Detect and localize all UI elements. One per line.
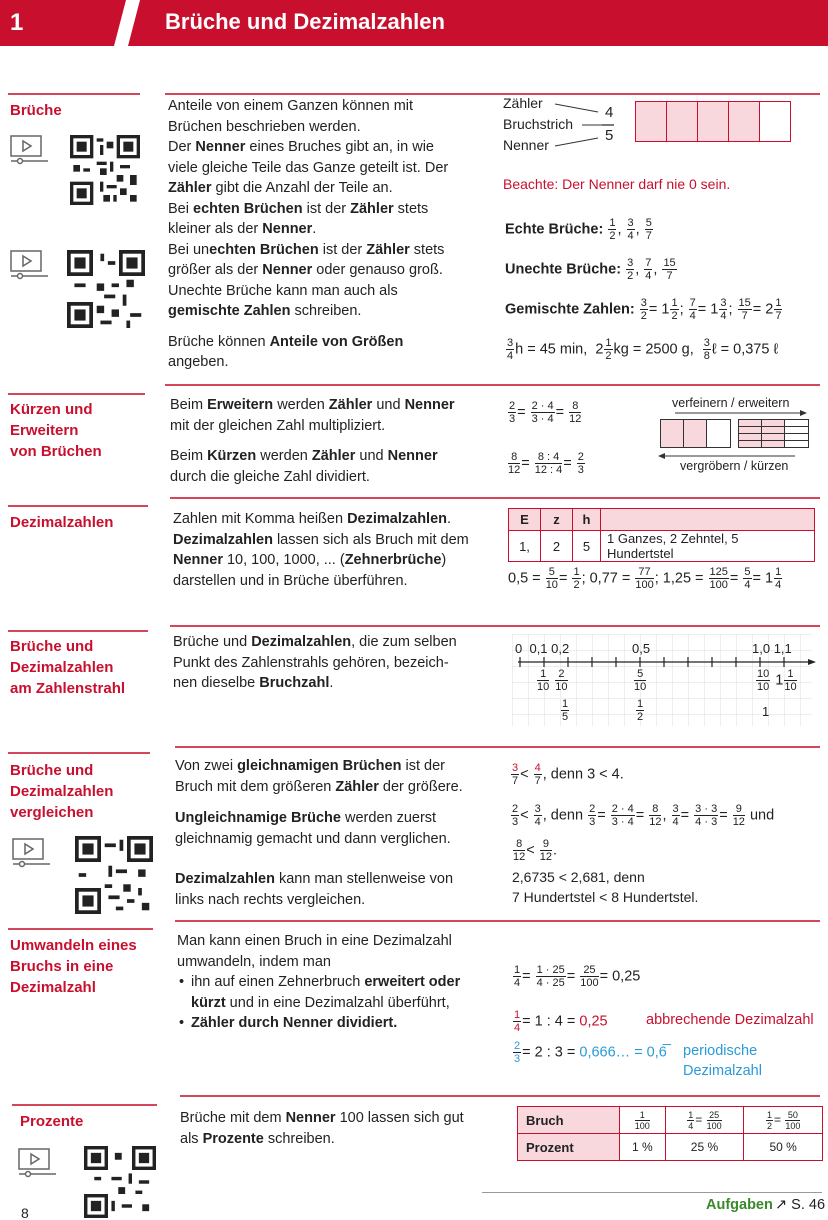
refine-coarsen-diagram: [655, 410, 815, 462]
label-verfeinern: verfeinern / erweitern: [672, 396, 790, 410]
label-periodisch: periodische: [683, 1043, 758, 1059]
page-title: Brüche und Dezimalzahlen: [165, 9, 445, 34]
section-text: Beim Erweitern werden Zähler und Nenner mit der gleichen Zahl multipliziert. Beim Kürzen werden Zähler und Nenner durch die gleiche Zahl dividiert.: [170, 397, 455, 485]
section-title: Brüche: [10, 102, 62, 119]
video-icon[interactable]: [10, 135, 50, 165]
section-title: Umwandeln eines Bruchs in eine Dezimalzahl: [10, 937, 137, 996]
tick-fractions: $\frac{10}{10}$ 1 $\frac{1}{10}$: [757, 668, 797, 693]
section-title: Prozente: [20, 1113, 84, 1130]
convert-by-expanding: $\frac{1}{4}$ = $\frac{1 \cdot 25}{4 \cdot 25}$ = $\frac{25}{100}$ = 0,25: [514, 964, 641, 989]
section-text: Man kann einen Bruch in eine Dezimalzahl umwandeln, indem man • ihn auf einen Zehnerbruch erweitert oder kürzt und in eine Dezimalzahl überführt, • Zähler durch Nenner dividiert.: [177, 933, 461, 1031]
echte-brueche: Echte Brüche: $\frac{1}{2}$ , $\frac{3}{4}$ , $\frac{5}{7}$: [505, 217, 652, 242]
video-icon[interactable]: [12, 838, 52, 868]
note-nenner: Beachte: Der Nenner darf nie 0 sein.: [503, 176, 731, 192]
qr-code-icon[interactable]: [75, 836, 153, 914]
fraction-bar-diagram: [635, 101, 793, 142]
aufgaben-page-ref[interactable]: ↗ S. 46: [775, 1197, 826, 1213]
label-zaehler: Zähler: [503, 95, 543, 111]
unechte-brueche: Unechte Brüche: $\frac{3}{2}$ , $\frac{7}{4}$ , $\frac{15}{7}$: [505, 257, 676, 282]
label-nenner: Nenner: [503, 137, 549, 153]
section-text: Brüche mit dem Nenner 100 lassen sich gut als Prozente schreiben.: [180, 1110, 464, 1147]
tick-fraction: $\frac{1}{2}$: [637, 698, 644, 723]
convert-periodic: $\frac{2}{3}$ = 2 : 3 = 0,666… = 0,6̅: [514, 1040, 667, 1065]
decimal-compare: 2,6735 < 2,681, denn: [512, 869, 645, 885]
anteile-groessen-example: $\frac{3}{4}$ h = 45 min, 2 $\frac{1}{2}$ kg = 2500 g, $\frac{3}{8}$ ℓ = 0,375 ℓ: [507, 337, 779, 362]
tick-label: 0,5: [632, 641, 651, 656]
compare-result: $\frac{8}{12}$ < $\frac{9}{12}$ .: [513, 838, 558, 863]
decimal-to-fraction-examples: 0,5 = $\frac{5}{10}$ = $\frac{1}{2}$ ; 0,77 = $\frac{77}{100}$ ; 1,25 = $\frac{125}{100}$ = $\frac{5}{4}$ = 1 $\frac{1}{4}$: [508, 566, 782, 591]
label-vergroebern: vergröbern / kürzen: [680, 459, 789, 473]
tick-fraction: $\frac{5}{10}$: [634, 668, 647, 693]
qr-code-icon[interactable]: [84, 1146, 156, 1218]
fraction-denominator: 5: [605, 127, 614, 144]
label-dezimalzahl: Dezimalzahl: [683, 1063, 762, 1079]
decimal-compare-reason: 7 Hundertstel < 8 Hundertstel.: [512, 889, 699, 905]
gemischte-zahlen: Gemischte Zahlen: $\frac{3}{2}$ = 1 $\frac{1}{2}$ ; $\frac{7}{4}$ = 1 $\frac{3}{4}$ ; $\frac{15}{7}$ = 2 $\frac{1}{7}$: [505, 297, 782, 322]
tick-label: 1,0 1,1: [752, 641, 792, 656]
section-text: Brüche und Dezimalzahlen, die zum selben Punkt des Zahlenstrahls gehören, bezeich- nen dieselbe Bruchzahl.: [173, 634, 457, 691]
label-abbrechend: abbrechende Dezimalzahl: [646, 1012, 814, 1028]
tick-fraction: $\frac{1}{5}$: [562, 698, 569, 723]
tick-label: 0 0,1 0,2: [515, 641, 570, 656]
compare-same-denominator: $\frac{3}{7}$ < $\frac{4}{7}$ , denn 3 < 4.: [512, 762, 624, 787]
aufgaben-link[interactable]: Aufgaben: [706, 1197, 773, 1213]
section-text: Zahlen mit Komma heißen Dezimalzahlen. Dezimalzahlen lassen sich als Bruch mit dem Nenner 10, 100, 1000, ... (Zehnerbrüche) darstellen und in Brüche überführen.: [173, 511, 469, 589]
section-text: Von zwei gleichnamigen Brüchen ist der Bruch mit dem größeren Zähler der größere. Ungleichnamige Brüche werden zuerst gleichnamig gemacht und dann verglichen. Dezimalzahlen kann man stellenweise von links nach rechts vergleichen.: [175, 758, 463, 908]
video-icon[interactable]: [10, 250, 50, 280]
page-number: 8: [21, 1205, 29, 1220]
tick-fractions: $\frac{1}{10}$ $\frac{2}{10}$: [537, 668, 568, 693]
convert-terminating: $\frac{1}{4}$ = 1 : 4 = 0,25: [514, 1009, 608, 1034]
percent-table: Bruch $\frac{1}{100}$ $\frac{1}{4}$ = $\frac{25}{100}$ $\frac{1}{2}$ = $\frac{50}{100}$ Prozent 1 % 25 % 50 %: [517, 1106, 823, 1161]
qr-code-icon[interactable]: [70, 135, 140, 205]
kuerzen-example: $\frac{8}{12}$ = $\frac{8 : 4}{12 : 4}$ = $\frac{2}{3}$: [508, 451, 584, 476]
section-title: Kürzen und Erweitern von Brüchen: [10, 401, 102, 460]
label-bruchstrich: Bruchstrich: [503, 116, 574, 132]
tick-one: 1: [762, 704, 770, 719]
chapter-number: 1: [10, 9, 24, 36]
section-text: Anteile von einem Ganzen können mit Brüchen beschrieben werden. Der Nenner eines Bruches gibt an, in wie viele gleiche Teile das Ganze geteilt ist. Der Zähler gibt die Anzahl der Teile an. Bei echten Brüchen ist der Zähler stets kleiner als der Nenner. Bei unechten Brüchen ist der Zähler stets größer als der Nenner oder genauso groß. Unechte Brüche kann man auch als gemischte Zahlen schreiben. Brüche können Anteile von Größen angeben.: [168, 98, 449, 370]
section-title: Dezimalzahlen: [10, 514, 114, 531]
fraction-numerator: 4: [605, 104, 614, 121]
qr-code-icon[interactable]: [67, 250, 145, 328]
erweitern-example: $\frac{2}{3}$ = $\frac{2 \cdot 4}{3 \cdot 4}$ = $\frac{8}{12}$: [509, 400, 582, 425]
section-title: Brüche und Dezimalzahlen am Zahlenstrahl: [10, 638, 126, 697]
section-title: Brüche und Dezimalzahlen vergleichen: [10, 762, 114, 821]
place-value-table: E z h 1, 2 5 1 Ganzes, 2 Zehntel, 5 Hundertstel: [508, 508, 815, 562]
video-icon[interactable]: [18, 1148, 58, 1178]
compare-different-denominator: $\frac{2}{3}$ < $\frac{3}{4}$ , denn $\frac{2}{3}$ = $\frac{2 \cdot 4}{3 \cdot 4}$ = $\frac{8}{12}$ , $\frac{3}{4}$ = $\frac{3 \cdot 3}{4 \cdot 3}$ = $\frac{9}{12}$ und: [512, 803, 775, 828]
